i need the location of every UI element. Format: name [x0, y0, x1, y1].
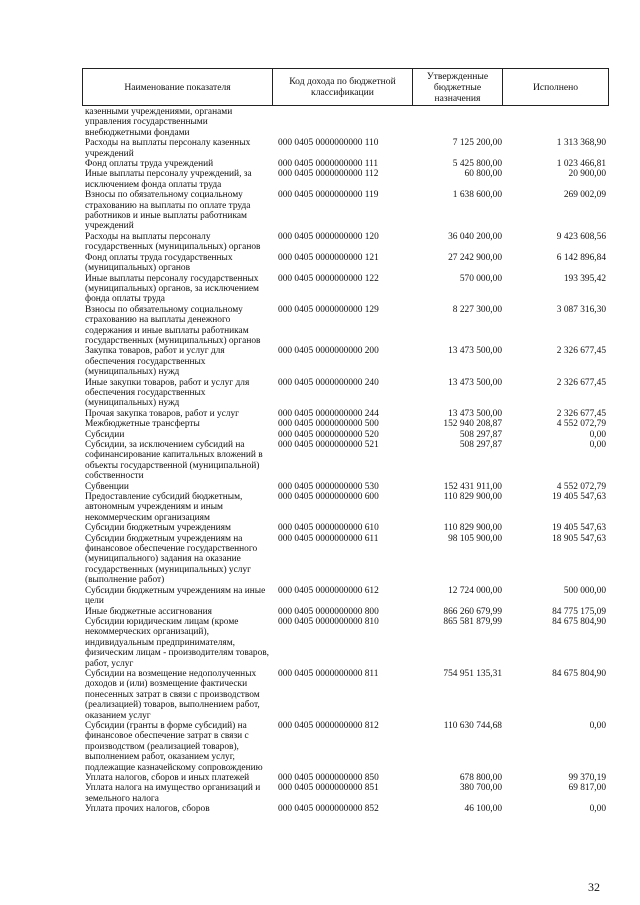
- row-executed: 0,00: [589, 804, 606, 815]
- table-row: [82, 232, 608, 253]
- table-row: [82, 607, 608, 617]
- row-approved: 152 940 208,87: [443, 419, 502, 430]
- table-row: [82, 138, 608, 159]
- row-name: Взносы по обязательному социальному страхованию на выплаты денежного содержания и иные выплаты работникам государственных (муниципальных) органов: [85, 304, 261, 346]
- row-code: 000 0405 0000000000 611: [278, 533, 379, 544]
- row-approved: 678 800,00: [459, 773, 502, 783]
- row-name: Взносы по обязательному социальному страхованию на выплаты по оплате труда работников и иные выплаты работникам учреждений: [85, 190, 251, 232]
- row-executed: 269 002,09: [563, 190, 606, 201]
- table-row: [82, 169, 608, 190]
- row-approved: 380 700,00: [459, 783, 502, 794]
- row-code: 000 0405 0000000000 500: [278, 419, 379, 430]
- row-code: 000 0405 0000000000 612: [278, 585, 379, 596]
- header-executed: Исполнено: [503, 69, 609, 106]
- row-code: 000 0405 0000000000 521: [278, 440, 379, 450]
- row-name: Субсидии бюджетным учреждениям: [85, 523, 231, 534]
- row-approved: 508 297,87: [459, 440, 502, 450]
- table-header: [82, 68, 609, 106]
- row-approved: 8 227 300,00: [452, 304, 502, 315]
- table-row: [82, 409, 608, 419]
- header-name: Наименование показателя: [83, 69, 273, 106]
- row-name: Иные бюджетные ассигнования: [85, 606, 212, 617]
- table-row: [82, 190, 608, 232]
- row-approved: 13 473 500,00: [448, 346, 502, 357]
- table-row: [82, 107, 608, 138]
- row-executed: 1 313 368,90: [556, 138, 606, 149]
- table-row: [82, 430, 608, 440]
- row-name: Субвенции: [85, 481, 129, 492]
- table-row: [82, 523, 608, 533]
- row-name: казенными учреждениями, органами управления государственными внебюджетными фондами: [85, 107, 233, 138]
- row-name: Субсидии, за исключением субсидий на софинансирование капитальных вложений в объекты государственной (муниципальной) собственности: [85, 440, 263, 482]
- table-row: [82, 419, 608, 429]
- table-row: [82, 253, 608, 274]
- row-approved: [412, 107, 502, 138]
- row-code: 000 0405 0000000000 110: [278, 138, 379, 149]
- row-executed: 19 405 547,63: [552, 523, 606, 534]
- row-name: Расходы на выплаты персоналу казенных учреждений: [85, 138, 251, 159]
- row-code: 000 0405 0000000000 520: [278, 429, 379, 440]
- row-executed: 18 905 547,63: [552, 533, 606, 544]
- row-code: 000 0405 0000000000 244: [278, 408, 379, 419]
- row-code: 000 0405 0000000000 811: [278, 668, 379, 679]
- row-executed: [502, 107, 608, 138]
- row-code: 000 0405 0000000000 851: [278, 783, 379, 794]
- row-code: [272, 107, 412, 138]
- row-name: Субсидии бюджетным учреждениям на иные цели: [85, 585, 266, 607]
- row-executed: 0,00: [589, 429, 606, 440]
- row-executed: 9 423 608,56: [556, 231, 606, 242]
- row-code: 000 0405 0000000000 119: [278, 190, 379, 201]
- row-approved: 152 431 911,00: [443, 481, 502, 492]
- table-row: [82, 783, 608, 804]
- row-approved: 13 473 500,00: [448, 377, 502, 388]
- row-approved: 110 829 900,00: [443, 492, 502, 503]
- row-approved: 46 100,00: [464, 804, 502, 815]
- header-code: Код дохода по бюджетной классификации: [273, 69, 413, 106]
- row-code: 000 0405 0000000000 200: [278, 346, 379, 357]
- row-executed: 19 405 547,63: [552, 492, 606, 503]
- row-name: Субсидии бюджетным учреждениям на финансовое обеспечение государственного (муниципального) задания на оказание государственных (муниципальных) услуг (выполнение работ): [85, 533, 258, 586]
- row-approved: 12 724 000,00: [448, 585, 502, 596]
- row-code: 000 0405 0000000000 810: [278, 616, 379, 627]
- row-executed: 2 326 677,45: [556, 408, 606, 419]
- header-approved: Утвержденные бюджетные назначения: [413, 69, 503, 106]
- row-name: Субсидии на возмещение недополученных доходов и (или) возмещение фактически понесенных затрат в связи с производством (реализацией) товаров, выполнением работ, оказанием услуг: [85, 668, 260, 721]
- row-executed: 0,00: [589, 440, 606, 450]
- row-executed: 84 675 804,90: [552, 616, 606, 627]
- row-code: 000 0405 0000000000 112: [278, 169, 379, 180]
- table-row: [82, 378, 608, 409]
- row-code: 000 0405 0000000000 600: [278, 492, 379, 503]
- row-executed: 3 087 316,30: [556, 304, 606, 315]
- row-code: 000 0405 0000000000 240: [278, 377, 379, 388]
- row-code: 000 0405 0000000000 121: [278, 252, 379, 263]
- row-approved: 570 000,00: [459, 273, 502, 284]
- table-row: [82, 440, 608, 482]
- row-name: Уплата налогов, сборов и иных платежей: [85, 773, 250, 783]
- table-row: [82, 773, 608, 783]
- row-name: Расходы на выплаты персоналу государственных (муниципальных) органов: [85, 231, 261, 253]
- row-code: 000 0405 0000000000 111: [278, 159, 379, 170]
- row-approved: 5 425 800,00: [452, 159, 502, 170]
- row-executed: 2 326 677,45: [556, 377, 606, 388]
- row-code: 000 0405 0000000000 122: [278, 273, 379, 284]
- row-code: 000 0405 0000000000 800: [278, 606, 379, 617]
- row-executed: 0,00: [589, 720, 606, 731]
- row-code: 000 0405 0000000000 812: [278, 720, 379, 731]
- table-row: [82, 617, 608, 669]
- row-approved: 27 242 900,00: [448, 252, 502, 263]
- row-code: 000 0405 0000000000 610: [278, 523, 379, 534]
- row-approved: 110 829 900,00: [443, 523, 502, 534]
- row-code: 000 0405 0000000000 852: [278, 804, 379, 815]
- row-name: Уплата прочих налогов, сборов: [85, 804, 210, 815]
- row-executed: 500 000,00: [563, 585, 606, 596]
- row-code: 000 0405 0000000000 120: [278, 231, 379, 242]
- page-number: 32: [588, 880, 600, 894]
- row-name: Прочая закупка товаров, работ и услуг: [85, 408, 239, 419]
- table-row: [82, 482, 608, 492]
- row-name: Закупка товаров, работ и услуг для обеспечения государственных (муниципальных) нужд: [85, 346, 225, 378]
- row-executed: 4 552 072,79: [556, 481, 606, 492]
- row-name: Фонд оплаты труда учреждений: [85, 159, 214, 170]
- row-approved: 1 638 600,00: [452, 190, 502, 201]
- row-executed: 84 775 175,09: [552, 606, 606, 617]
- row-executed: 99 370,19: [568, 773, 606, 783]
- row-approved: 110 630 744,68: [443, 720, 502, 731]
- row-approved: 7 125 200,00: [452, 138, 502, 149]
- row-executed: 6 142 896,84: [556, 252, 606, 263]
- row-code: 000 0405 0000000000 850: [278, 773, 379, 783]
- row-name: Фонд оплаты труда государственных (муниципальных) органов: [85, 252, 233, 274]
- table-row: [82, 586, 608, 607]
- table-row: [82, 804, 608, 814]
- row-approved: 98 105 900,00: [448, 533, 502, 544]
- row-executed: 69 817,00: [568, 783, 606, 794]
- row-name: Иные закупки товаров, работ и услуг для обеспечения государственных (муниципальных) нужд: [85, 377, 250, 409]
- table-body: [82, 107, 608, 815]
- row-approved: 36 040 200,00: [448, 231, 502, 242]
- row-approved: 865 581 879,99: [443, 616, 502, 627]
- table-row: [82, 669, 608, 721]
- row-code: 000 0405 0000000000 129: [278, 304, 379, 315]
- table-row: [82, 159, 608, 169]
- row-approved: 60 800,00: [464, 169, 502, 180]
- row-code: 000 0405 0000000000 530: [278, 481, 379, 492]
- row-executed: 84 675 804,90: [552, 668, 606, 679]
- row-name: Субсидии: [85, 429, 125, 440]
- row-approved: 508 297,87: [459, 429, 502, 440]
- table-row: [82, 305, 608, 347]
- row-name: Субсидии (гранты в форме субсидий) на финансовое обеспечение затрат в связи с производством (реализацией товаров), выполнением работ, оказанием услуг, подлежащие казначейскому сопровождению: [85, 720, 263, 773]
- table-row: [82, 534, 608, 586]
- row-approved: 754 951 135,31: [443, 668, 502, 679]
- row-approved: 13 473 500,00: [448, 408, 502, 419]
- row-name: Иные выплаты персоналу учреждений, за исключением фонда оплаты труда: [85, 169, 252, 190]
- row-name: Иные выплаты персоналу государственных (муниципальных) органов, за исключением фонда оплаты труда: [85, 273, 259, 305]
- row-executed: 4 552 072,79: [556, 419, 606, 430]
- row-name: Предоставление субсидий бюджетным, автономным учреждениям и иным некоммерческим организациям: [85, 492, 243, 523]
- row-executed: 193 395,42: [563, 273, 606, 284]
- row-executed: 2 326 677,45: [556, 346, 606, 357]
- row-approved: 866 260 679,99: [443, 606, 502, 617]
- row-executed: 1 023 466,81: [556, 159, 606, 170]
- table-row: [82, 721, 608, 773]
- table-row: [82, 346, 608, 377]
- row-name: Субсидии юридическим лицам (кроме некоммерческих организаций), индивидуальным предпринимателям, физическим лицам - производителям товаров, работ, услуг: [85, 616, 270, 669]
- row-executed: 20 900,00: [568, 169, 606, 180]
- row-name: Уплата налога на имущество организаций и земельного налога: [85, 783, 261, 804]
- row-name: Межбюджетные трансферты: [85, 419, 200, 430]
- table-row: [82, 274, 608, 305]
- table-row: [82, 492, 608, 523]
